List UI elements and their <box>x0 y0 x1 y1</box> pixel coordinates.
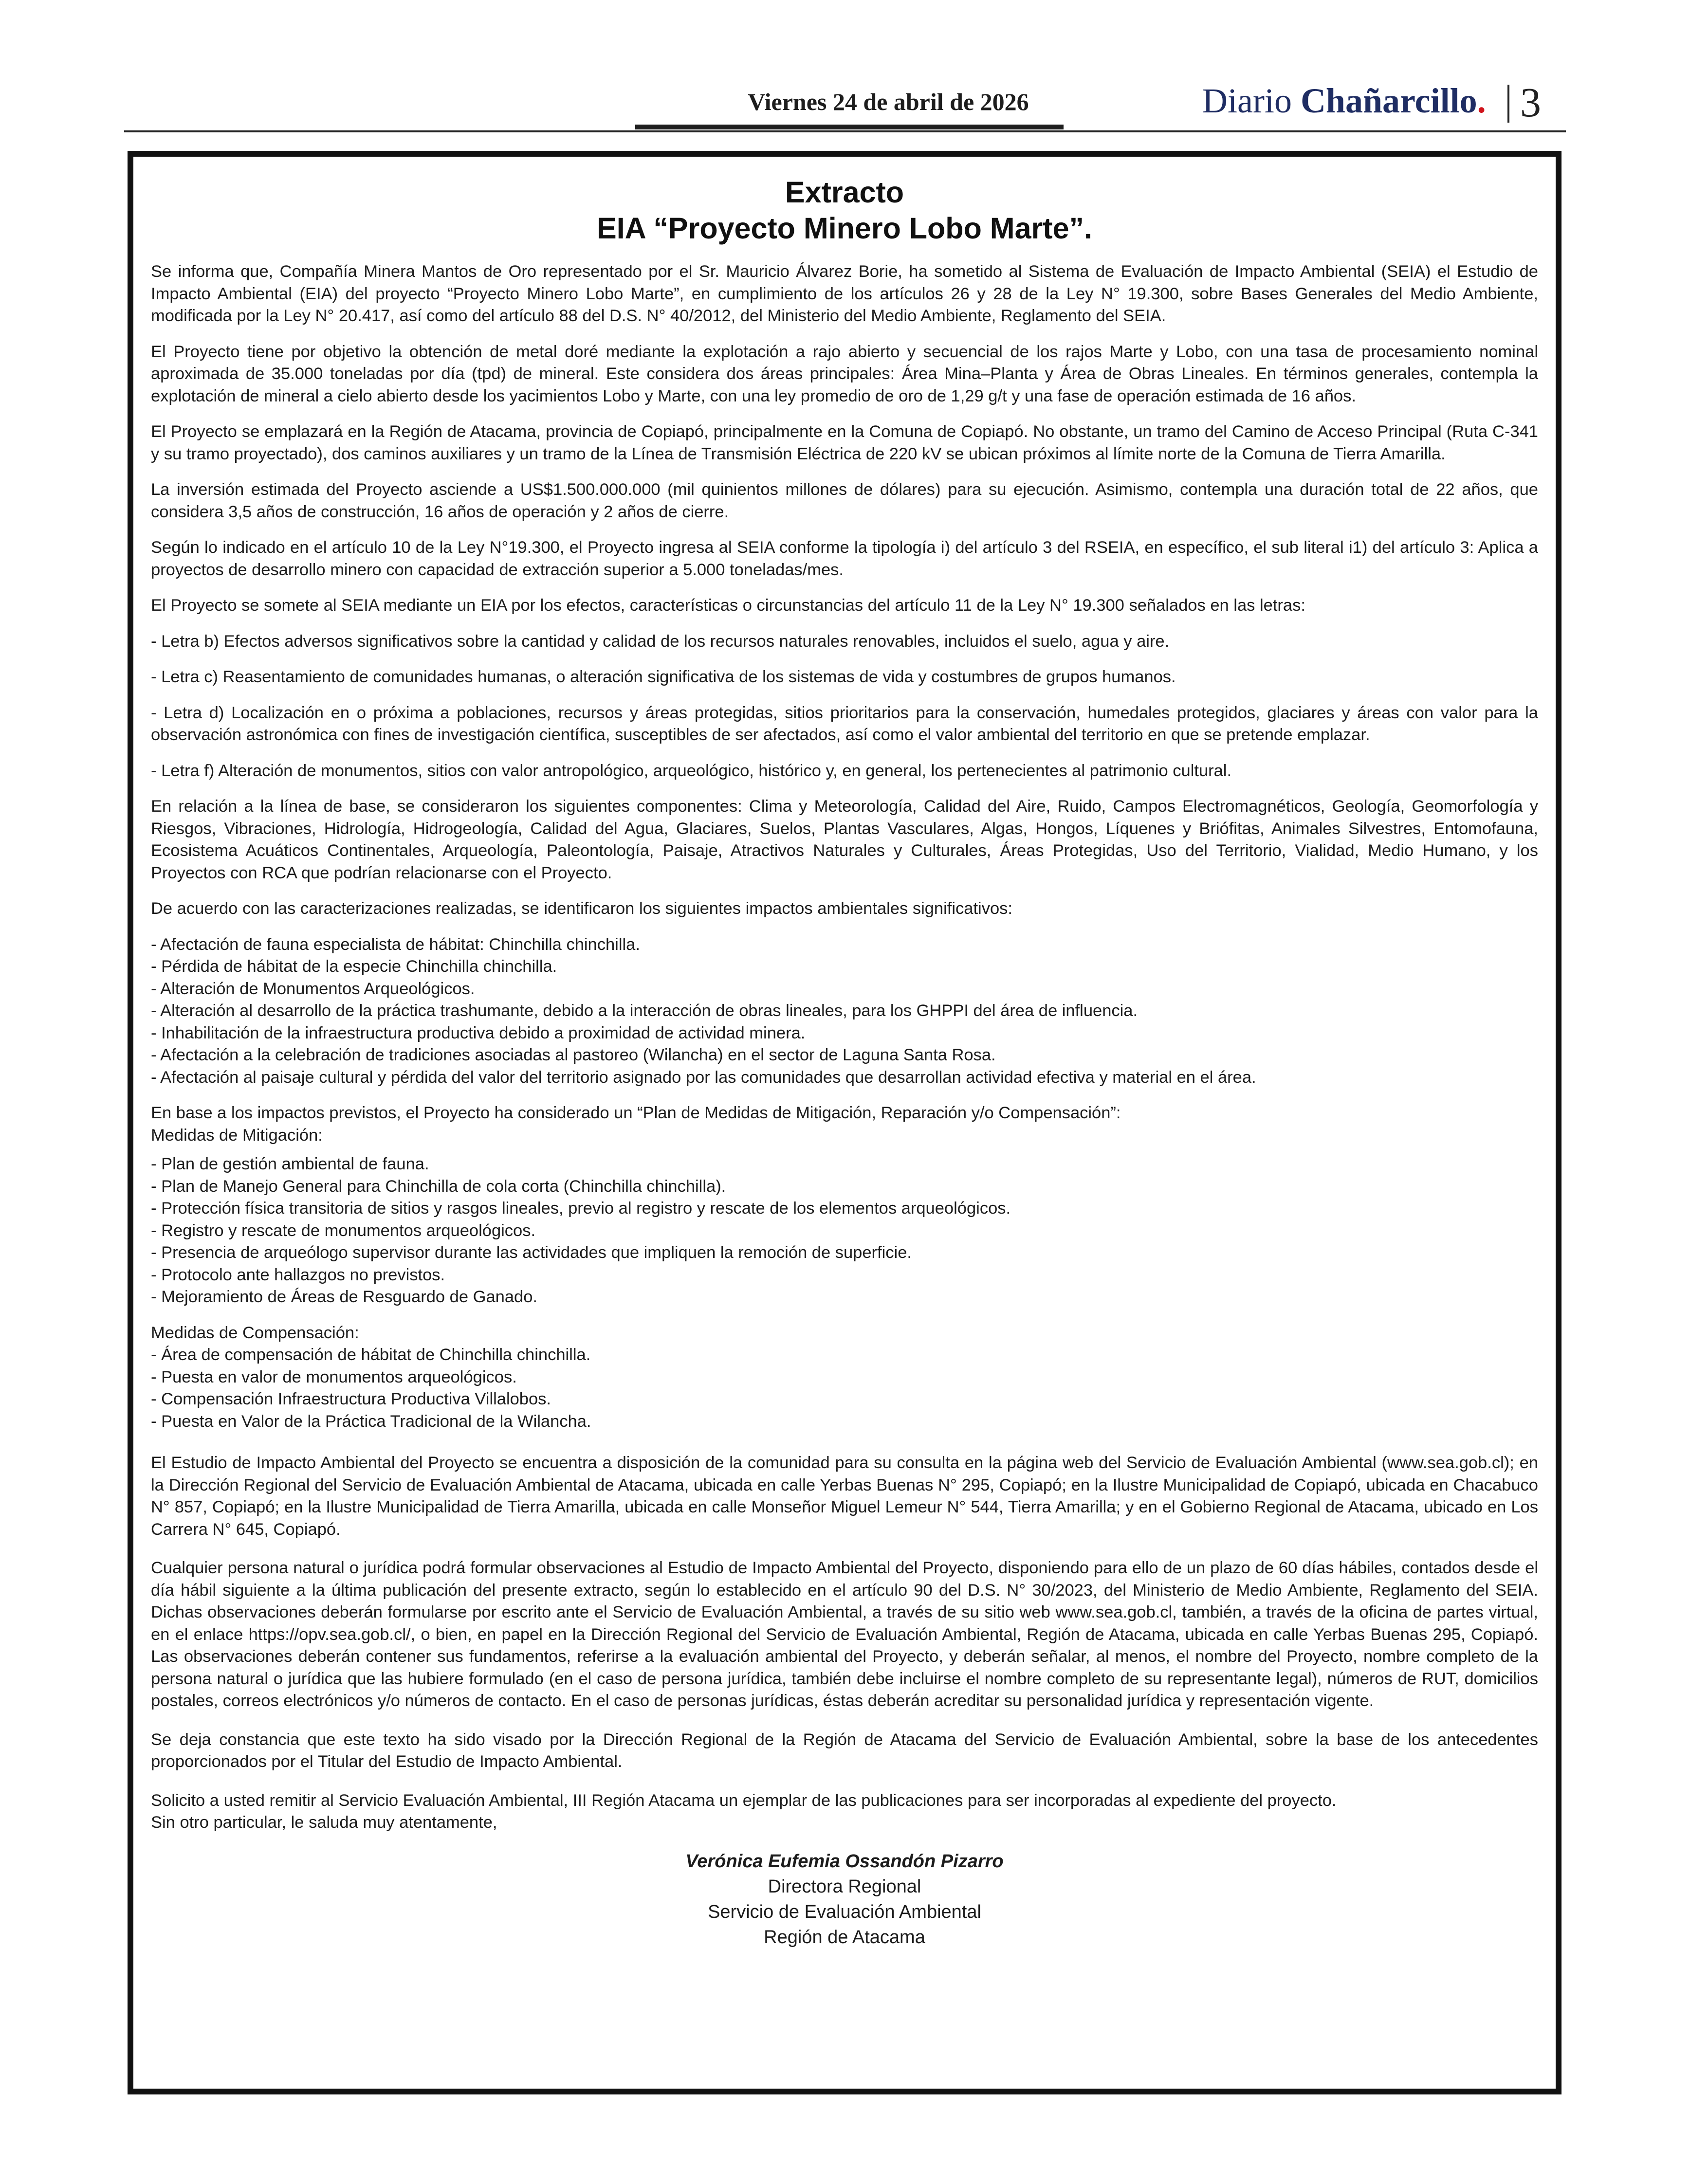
letra-d: - Letra d) Localización en o próxima a poblaciones, recursos y áreas protegidas, sitios prioritarios para la conservación, humedales protegidos, glaciares y áreas con valor para la observación astronómica con fines de investigación científica, susceptibles de ser afectados, así como el valor ambiental del territorio en que se pretende emplazar. <box>151 703 1538 744</box>
signatory-region: Región de Atacama <box>764 1927 925 1947</box>
masthead <box>124 79 1565 136</box>
newspaper-name <box>1202 81 1486 121</box>
list-item: - Protección física transitoria de sitios y rasgos lineales, previo al registro y rescate de los elementos arqueológicos. <box>151 1199 1011 1218</box>
paragraph-observations: Cualquier persona natural o jurídica podrá formular observaciones al Estudio de Impacto Ambiental del Proyecto, disponiendo para ello de un plazo de 60 días hábiles, contados desde el día hábil siguiente a la última publicación del presente extracto, según lo establecido en el artículo 90 del D.S. N° 30/2023, del Ministerio de Medio Ambiente, Reglamento del SEIA. Dichas observaciones deberán formularse por escrito ante el Servicio de Evaluación Ambiental, a través de su sitio web www.sea.gob.cl, también, a través de la oficina de partes virtual, en el enlace https://opv.sea.gob.cl/, o bien, en papel en la Dirección Regional del Servicio de Evaluación Ambiental, Región de Atacama, ubicada en calle Yerbas Buenas 295, Copiapó. Las observaciones deberán contener sus fundamentos, referirse a la evaluación ambiental del Proyecto, y deberán señalar, al menos, el nombre del Proyecto, nombre completo de la persona natural o jurídica que las hubiere formulado (en el caso de persona jurídica, también debe incluirse el nombre completo de su representante legal), números de RUT, domicilios postales, correos electrónicos y/o números de contacto. En el caso de personas jurídicas, éstas deberán acreditar su personalidad jurídica y representación vigente. <box>151 1559 1538 1710</box>
list-item: - Afectación al paisaje cultural y pérdida del valor del territorio asignado por las comunidades que desarrollan actividad efectiva y material en el área. <box>151 1068 1256 1087</box>
impacts-list <box>151 934 1538 1089</box>
date-underline <box>635 125 1064 129</box>
notice-title-line1: Extracto <box>785 176 904 209</box>
letra-f: - Letra f) Alteración de monumentos, sitios con valor antropológico, arqueológico, histórico y, en general, los pertenecientes al patrimonio cultural. <box>151 761 1232 780</box>
newspaper-name-main: Chañarcillo <box>1300 81 1477 120</box>
list-item: - Mejoramiento de Áreas de Resguardo de Ganado. <box>151 1288 537 1306</box>
list-item: - Plan de Manejo General para Chinchilla de cola corta (Chinchilla chinchilla). <box>151 1177 726 1196</box>
paragraph-investment: La inversión estimada del Proyecto asciende a US$1.500.000.000 (mil quinientos millones de dólares) para su ejecución. Asimismo, contempla una duración total de 22 años, que considera 3,5 años de construcción, 16 años de operación y 2 años de cierre. <box>151 480 1538 521</box>
paragraph-availability: El Estudio de Impacto Ambiental del Proyecto se encuentra a disposición de la comunidad para su consulta en la página web del Servicio de Evaluación Ambiental (www.sea.gob.cl); en la Dirección Regional del Servicio de Evaluación Ambiental de Atacama, ubicada en calle Yerbas Buenas N° 295, Copiapó; en la Ilustre Municipalidad de Copiapó, ubicada en Chacabuco N° 857, Copiapó; en la Ilustre Municipalidad de Tierra Amarilla, ubicada en calle Monseñor Miguel Lemeur N° 544, Tierra Amarilla; y en el Gobierno Regional de Atacama, ubicado en Los Carrera N° 645, Copiapó. <box>151 1454 1538 1539</box>
page-number: 3 <box>1520 79 1541 126</box>
paragraph-submission: Se informa que, Compañía Minera Mantos de Oro representado por el Sr. Mauricio Álvarez Borie, ha sometido al Sistema de Evaluación de Impacto Ambiental (SEIA) el Estudio de Impacto Ambiental (EIA) del proyecto “Proyecto Minero Lobo Marte”, en cumplimiento de los artículos 26 y 28 de la Ley N° 19.300, sobre Bases Generales del Medio Ambiente, modificada por la Ley N° 20.417, así como del artículo 88 del D.S. N° 40/2012, del Ministerio del Medio Ambiente, Reglamento del SEIA. <box>151 262 1538 325</box>
paragraph-measures-plan: En base a los impactos previstos, el Proyecto ha considerado un “Plan de Medidas de Mitigación, Reparación y/o Compensación”: <box>151 1104 1121 1122</box>
mitigation-title: Medidas de Mitigación: <box>151 1126 323 1145</box>
list-item: - Afectación de fauna especialista de hábitat: Chinchilla chinchilla. <box>151 935 640 954</box>
list-item: - Área de compensación de hábitat de Chinchilla chinchilla. <box>151 1346 591 1364</box>
list-item: - Protocolo ante hallazgos no previstos. <box>151 1265 445 1284</box>
letra-c: - Letra c) Reasentamiento de comunidades humanas, o alteración significativa de los sistemas de vida y costumbres de grupos humanos. <box>151 668 1176 686</box>
signature-block <box>151 1849 1538 1950</box>
legal-notice-content <box>151 174 1538 2074</box>
notice-title-line2: EIA “Proyecto Minero Lobo Marte”. <box>597 212 1092 245</box>
paragraph-validation: Se deja constancia que este texto ha sido visado por la Dirección Regional de la Región de Atacama del Servicio de Evaluación Ambiental, sobre la base de los antecedentes proporcionados por el Titular del Estudio de Impacto Ambiental. <box>151 1730 1538 1771</box>
paragraph-impacts-intro: De acuerdo con las caracterizaciones realizadas, se identificaron los siguientes impactos ambientales significativos: <box>151 899 1012 918</box>
list-item: - Plan de gestión ambiental de fauna. <box>151 1155 429 1173</box>
list-item: - Puesta en Valor de la Práctica Tradicional de la Wilancha. <box>151 1412 591 1431</box>
signatory-role: Directora Regional <box>768 1876 921 1897</box>
paragraph-baseline: En relación a la línea de base, se consideraron los siguientes componentes: Clima y Meteorología, Calidad del Aire, Ruido, Campos Electromagnéticos, Geología, Geomorfología y Riesgos, Vibraciones, Hidrología, Hidrogeología, Calidad del Agua, Glaciares, Suelos, Plantas Vasculares, Algas, Hongos, Líquenes y Briófitas, Animales Silvestres, Entomofauna, Ecosistema Acuáticos Continentales, Arqueología, Paleontología, Paisaje, Atractivos Naturales y Culturales, Áreas Protegidas, Uso del Territorio, Vialidad, Medio Humano, y los Proyectos con RCA que podrían relacionarse con el Proyecto. <box>151 797 1538 882</box>
signatory-organization: Servicio de Evaluación Ambiental <box>708 1901 981 1922</box>
paragraph-typology: Según lo indicado en el artículo 10 de la Ley N°19.300, el Proyecto ingresa al SEIA conforme la tipología i) del artículo 3 del RSEIA, en específico, el sub literal i1) del artículo 3: Aplica a proyectos de desarrollo minero con capacidad de extracción superior a 5.000 toneladas/mes. <box>151 538 1538 579</box>
list-item: - Presencia de arqueólogo supervisor durante las actividades que impliquen la remoción de superficie. <box>151 1243 912 1262</box>
legal-notice-box <box>128 151 1561 2094</box>
measures-intro <box>151 1102 1538 1147</box>
paragraph-article-11: El Proyecto se somete al SEIA mediante un EIA por los efectos, características o circunstancias del artículo 11 de la Ley N° 19.300 señalados en las letras: <box>151 596 1305 615</box>
list-item: - Alteración al desarrollo de la práctica trashumante, debido a la interacción de obras lineales, para los GHPPI del área de influencia. <box>151 1001 1138 1020</box>
list-item: - Pérdida de hábitat de la especie Chinchilla chinchilla. <box>151 957 557 976</box>
closing <box>151 1790 1538 1834</box>
list-item: - Compensación Infraestructura Productiva Villalobos. <box>151 1390 551 1408</box>
paragraph-farewell: Sin otro particular, le saluda muy atentamente, <box>151 1813 497 1832</box>
notice-title <box>151 174 1538 246</box>
list-item: - Alteración de Monumentos Arqueológicos. <box>151 979 475 998</box>
list-item: - Registro y rescate de monumentos arqueológicos. <box>151 1221 536 1240</box>
paragraph-request: Solicito a usted remitir al Servicio Evaluación Ambiental, III Región Atacama un ejemplar de las publicaciones para ser incorporadas al expediente del proyecto. <box>151 1791 1337 1810</box>
compensation-title: Medidas de Compensación: <box>151 1323 359 1342</box>
list-item: - Afectación a la celebración de tradiciones asociadas al pastoreo (Wilancha) en el sector de Laguna Santa Rosa. <box>151 1046 996 1064</box>
paragraph-objective: El Proyecto tiene por objetivo la obtención de metal doré mediante la explotación a rajo abierto y secuencial de los rajos Marte y Lobo, con una tasa de procesamiento nominal aproximada de 35.000 toneladas por día (tpd) de mineral. Este considera dos áreas principales: Área Mina–Planta y Área de Obras Lineales. En términos generales, contempla la explotación de mineral a cielo abierto desde los yacimientos Lobo y Marte, con una ley promedio de oro de 1,29 g/t y una fase de operación estimada de 16 años. <box>151 342 1538 405</box>
newspaper-name-dot: . <box>1477 81 1486 120</box>
signatory-name: Verónica Eufemia Ossandón Pizarro <box>685 1851 1004 1872</box>
letra-b: - Letra b) Efectos adversos significativos sobre la cantidad y calidad de los recursos naturales renovables, incluidos el suelo, agua y aire. <box>151 632 1170 651</box>
newspaper-name-prefix: Diario <box>1202 81 1301 120</box>
list-item: - Puesta en valor de monumentos arqueológicos. <box>151 1367 517 1386</box>
list-item: - Inhabilitación de la infraestructura productiva debido a proximidad de actividad minera. <box>151 1023 806 1042</box>
paragraph-location: El Proyecto se emplazará en la Región de Atacama, provincia de Copiapó, principalmente en la Comuna de Copiapó. No obstante, un tramo del Camino de Acceso Principal (Ruta C-341 y su tramo proyectado), dos caminos auxiliares y un tramo de la Línea de Transmisión Eléctrica de 220 kV se ubican próximos al límite norte de la Comuna de Tierra Amarilla. <box>151 422 1538 463</box>
issue-date: Viernes 24 de abril de 2026 <box>748 88 1029 115</box>
header-rule <box>124 130 1566 132</box>
compensation-list <box>151 1322 1538 1433</box>
header-divider <box>1507 85 1509 123</box>
mitigation-list <box>151 1153 1538 1309</box>
